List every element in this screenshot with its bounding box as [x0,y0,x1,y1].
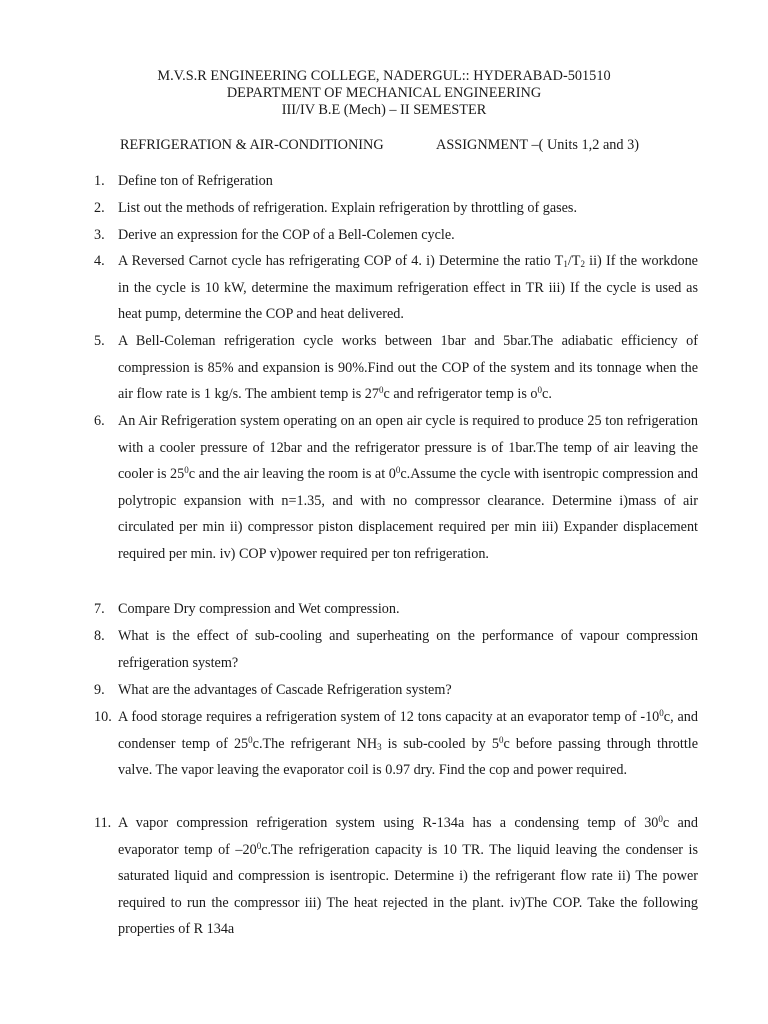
college-name: M.V.S.R ENGINEERING COLLEGE, NADERGUL:: HYDERABAD-501510 [157,68,611,84]
question-text: Derive an expression for the COP of a Bell-Colemen cycle. [118,227,455,243]
question-number: 9. [94,682,105,698]
question-item [94,222,698,249]
question-text: A vapor compression refrigeration system using R-134a has a condensing temp of $30^0c$ and evaporator temp of $-20^0c.The$ refrigeration capacity is 10 TR. The liquid leaving the condenser is saturated liquid and compression is isentropic. Determine i) the refrigerant flow rate ii) The power required to run the compressor iii) The heat rejected in the plant. iv)The COP. Take the following properties of R 134a [118,814,698,938]
question-text: A Bell-Coleman refrigeration cycle works between 1bar and 5bar.The adiabatic efficiency of compression is 85% and expansion is 90%.Find out the COP of the system and its tonnage when the air flow rate is 1 kg/s. The ambient temp is $27^0c$ and refrigerator temp is $o^0c$. [118,333,698,403]
question-text: What is the effect of sub-cooling and superheating on the performance of vapour compression refrigeration system? [118,628,698,671]
question-text: An Air Refrigeration system operating on an open air cycle is required to produce 25 ton refrigeration with a cooler pressure of 12bar and the refrigerator pressure is of 1bar.The temp of air leaving the cooler is $25^0c$ and the air leaving the room is at $0^0c.Assume$ the cycle with isentropic compression and polytropic expansion with n=1.35, and with no compressor clearance. Determine i)mass of air circulated per min ii) compressor piston displacement required per min iii) Expander displacement required per min. iv) COP v)power required per ton refrigeration. [118,413,698,562]
question-number: 2. [94,200,105,216]
question-item [94,328,698,408]
assignment-title: ASSIGNMENT –( Units 1,2 and 3) [436,137,640,153]
question-item [94,677,698,704]
question-item [94,810,698,943]
question-number: 7. [94,601,105,617]
question-item [94,623,698,676]
question-number: 10. [94,709,112,725]
subject-title: REFRIGERATION & AIR-CONDITIONING [120,137,384,153]
question-item [94,596,698,623]
department-name: DEPARTMENT OF MECHANICAL ENGINEERING [226,85,542,101]
question-number: 4. [94,253,105,269]
question-number: 3. [94,227,105,243]
semester-line: III/IV B.E (Mech) – II SEMESTER [281,102,487,118]
question-text: Define ton of Refrigeration [118,173,273,189]
question-text: A food storage requires a refrigeration system of 12 tons capacity at an evaporator temp of $-10^0c$, and condenser temp of $25^0c.The$ refrigerant $NH_3$ is sub-cooled by $5^0c$ before passing through throttle valve. The vapor leaving the evaporator coil is 0.97 dry. Find the cop and power required. [118,708,699,779]
question-number: 6. [94,413,105,429]
question-number: 8. [94,628,105,644]
question-number: 11. [94,815,112,831]
question-item [94,195,698,222]
question-text: A Reversed Carnot cycle has refrigerating COP of 4. i) Determine the ratio $T_1/T_2$ ii) If the workdone in the cycle is 10 kW, determine the maximum refrigeration effect in TR iii) If the cycle is used as heat pump, determine the COP and heat delivered. [118,253,698,323]
question-number: 5. [94,333,105,349]
question-item [94,704,698,784]
question-number: 1. [94,173,105,189]
question-item [94,248,698,328]
question-text: List out the methods of refrigeration. Explain refrigeration by throttling of gases. [118,200,578,216]
question-item [94,168,698,195]
question-text: What are the advantages of Cascade Refrigeration system? [118,682,452,698]
question-text: Compare Dry compression and Wet compression. [118,601,400,617]
question-item [94,408,698,568]
